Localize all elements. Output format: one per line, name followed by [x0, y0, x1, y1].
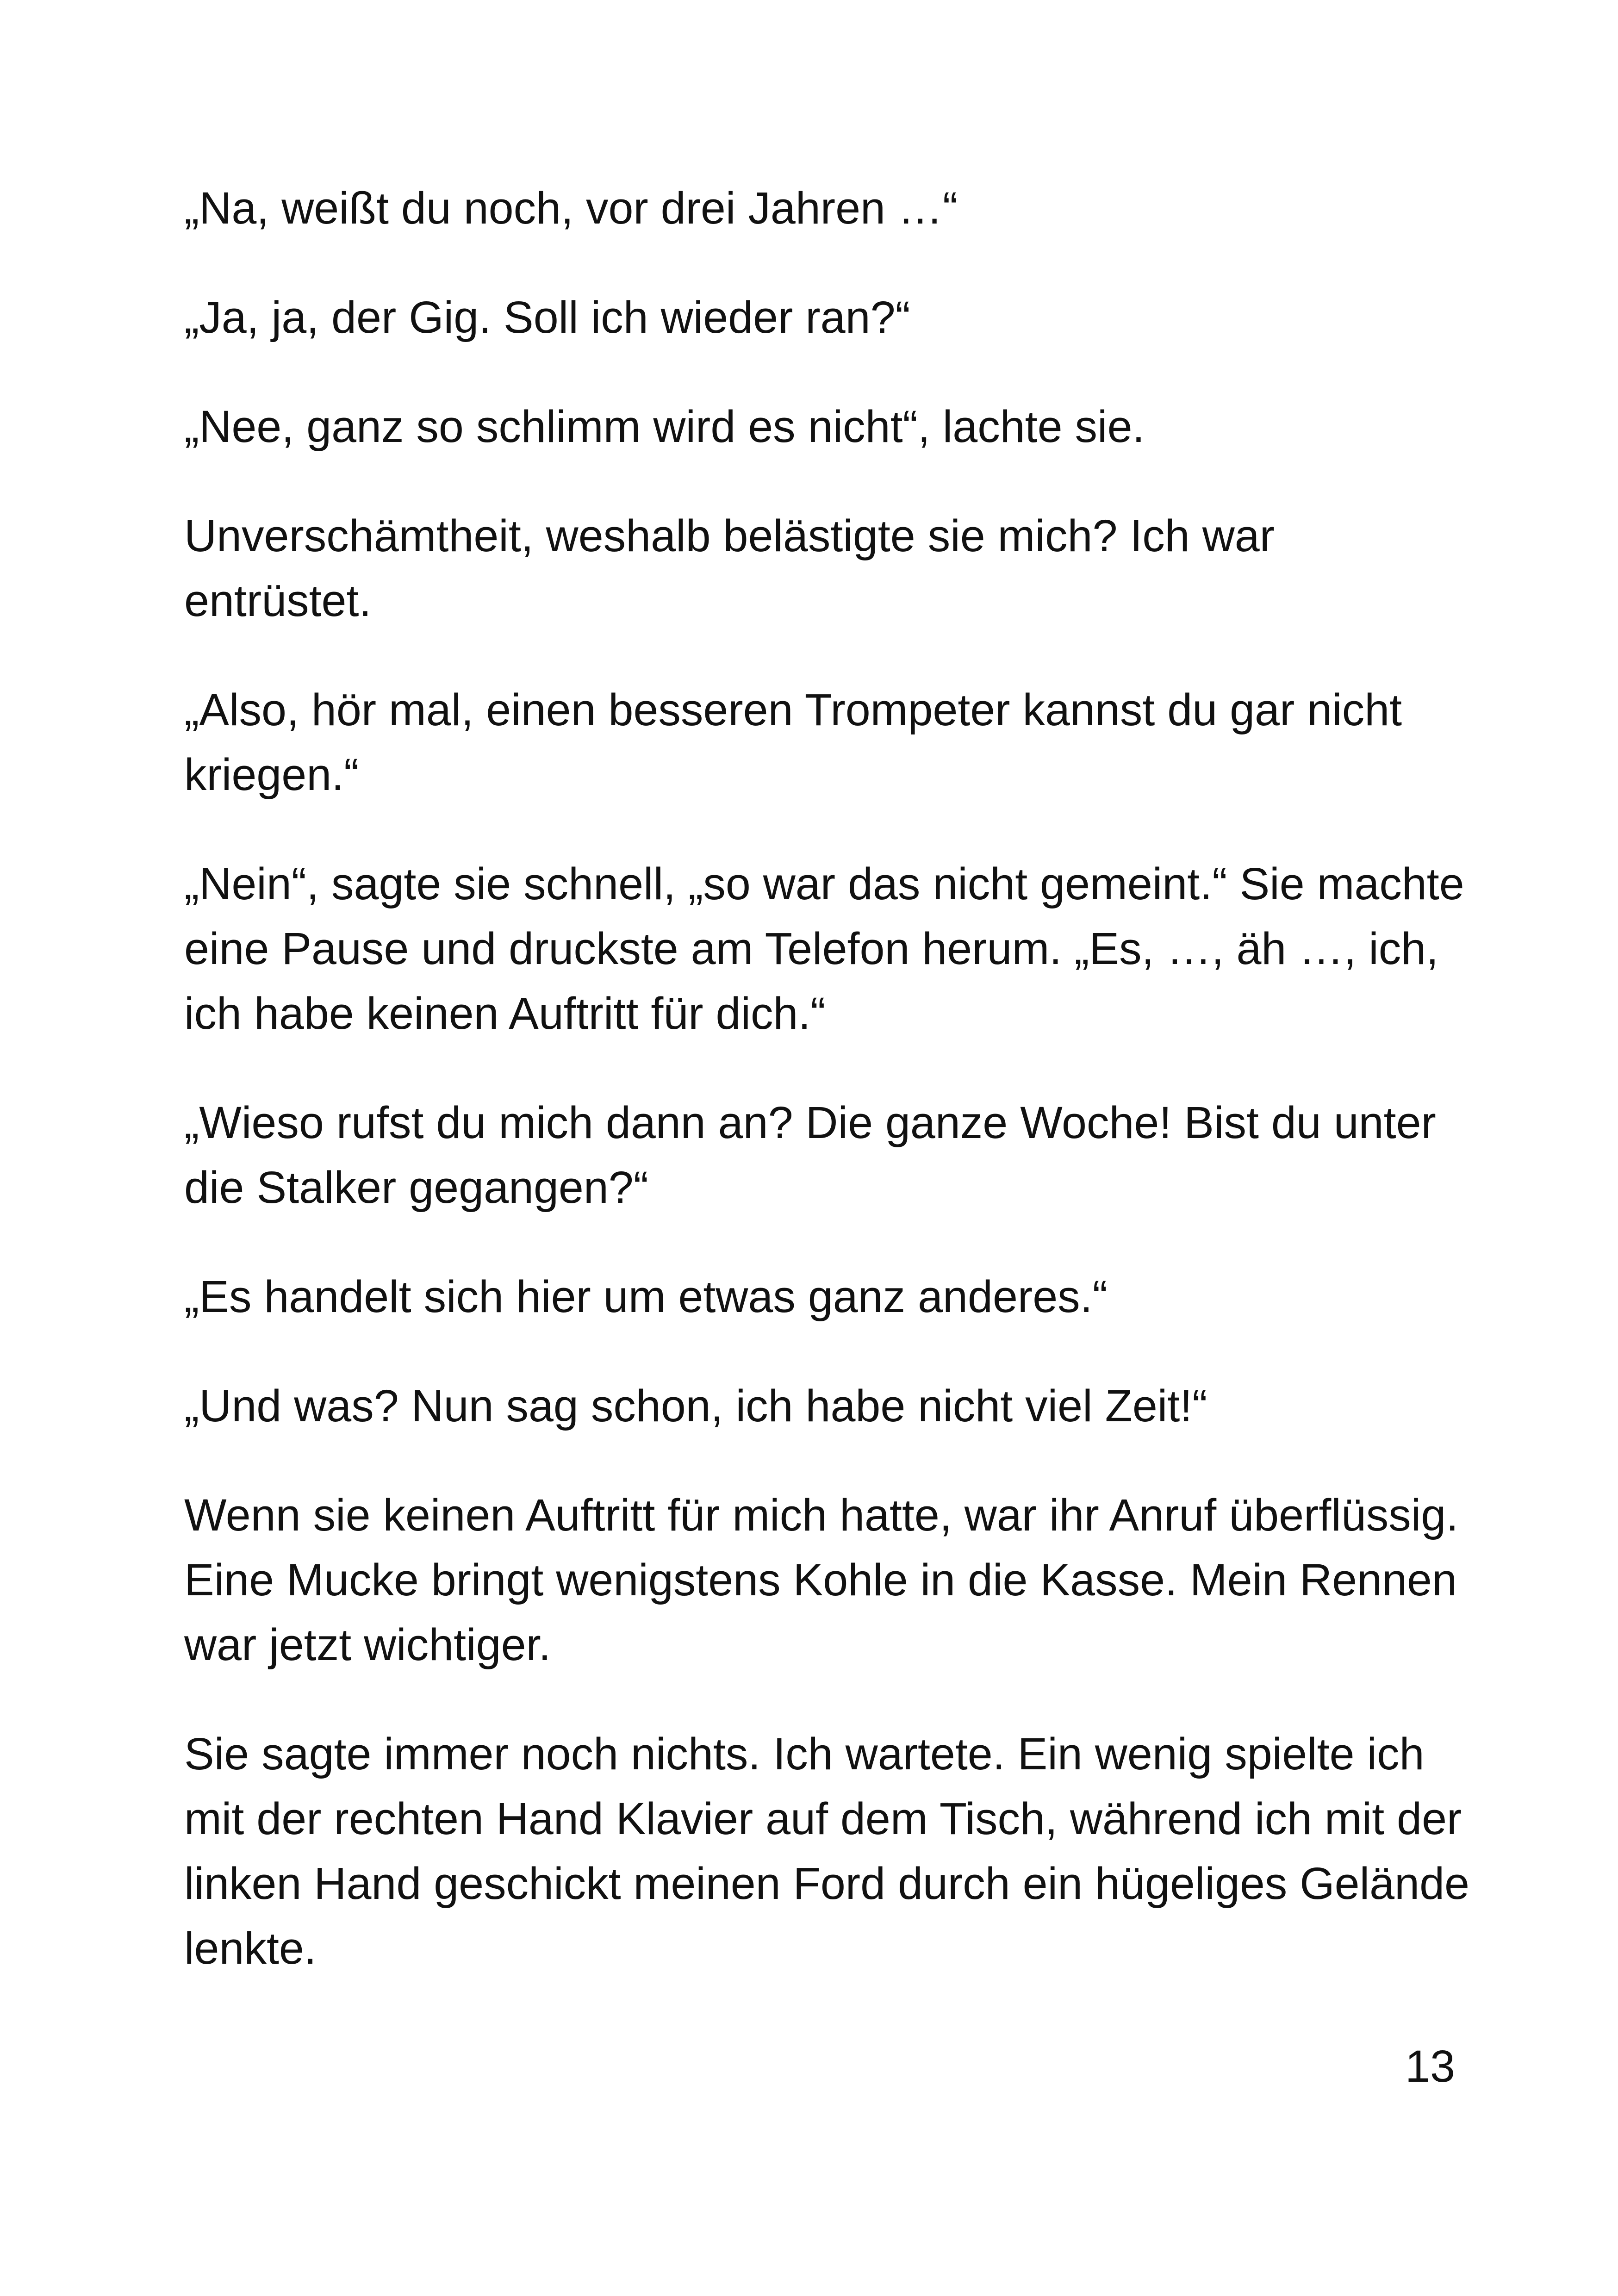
paragraph-2: „Ja, ja, der Gig. Soll ich wieder ran?“	[184, 292, 910, 342]
paragraph-10: Wenn sie keinen Auftritt für mich hatte, war ihr Anruf überflüssig. Eine Mucke bringt wenigstens Kohle in die Kasse. Mein Rennen war jetzt wichtiger.	[184, 1490, 1459, 1670]
paragraph-1: „Na, weißt du noch, vor drei Jahren …“	[184, 183, 958, 233]
paragraph-3: „Nee, ganz so schlimm wird es nicht“, lachte sie.	[184, 401, 1145, 452]
paragraph-6: „Nein“, sagte sie schnell, „so war das nicht gemeint.“ Sie machte eine Pause und druckste am Telefon herum. „Es, …, äh …, ich, ich habe keinen Auftritt für dich.“	[184, 859, 1464, 1039]
paragraph-11: Sie sagte immer noch nichts. Ich wartete. Ein wenig spielte ich mit der rechten Hand Klavier auf dem Tisch, während ich mit der linken Hand geschickt meinen Ford durch ein hügeliges Gelände lenkte.	[184, 1729, 1469, 1973]
paragraph-8: „Es handelt sich hier um etwas ganz anderes.“	[184, 1271, 1108, 1322]
paragraph-7: „Wieso rufst du mich dann an? Die ganze Woche! Bist du unter die Stalker gegangen?“	[184, 1097, 1436, 1213]
body-text	[184, 176, 1471, 2025]
paragraph-5: „Also, hör mal, einen besseren Trompeter kannst du gar nicht kriegen.“	[184, 684, 1402, 800]
paragraph-9: „Und was? Nun sag schon, ich habe nicht viel Zeit!“	[184, 1381, 1207, 1431]
page-number: 13	[1405, 2041, 1455, 2091]
paragraph-4: Unverschämtheit, weshalb belästigte sie mich? Ich war entrüstet.	[184, 510, 1275, 626]
